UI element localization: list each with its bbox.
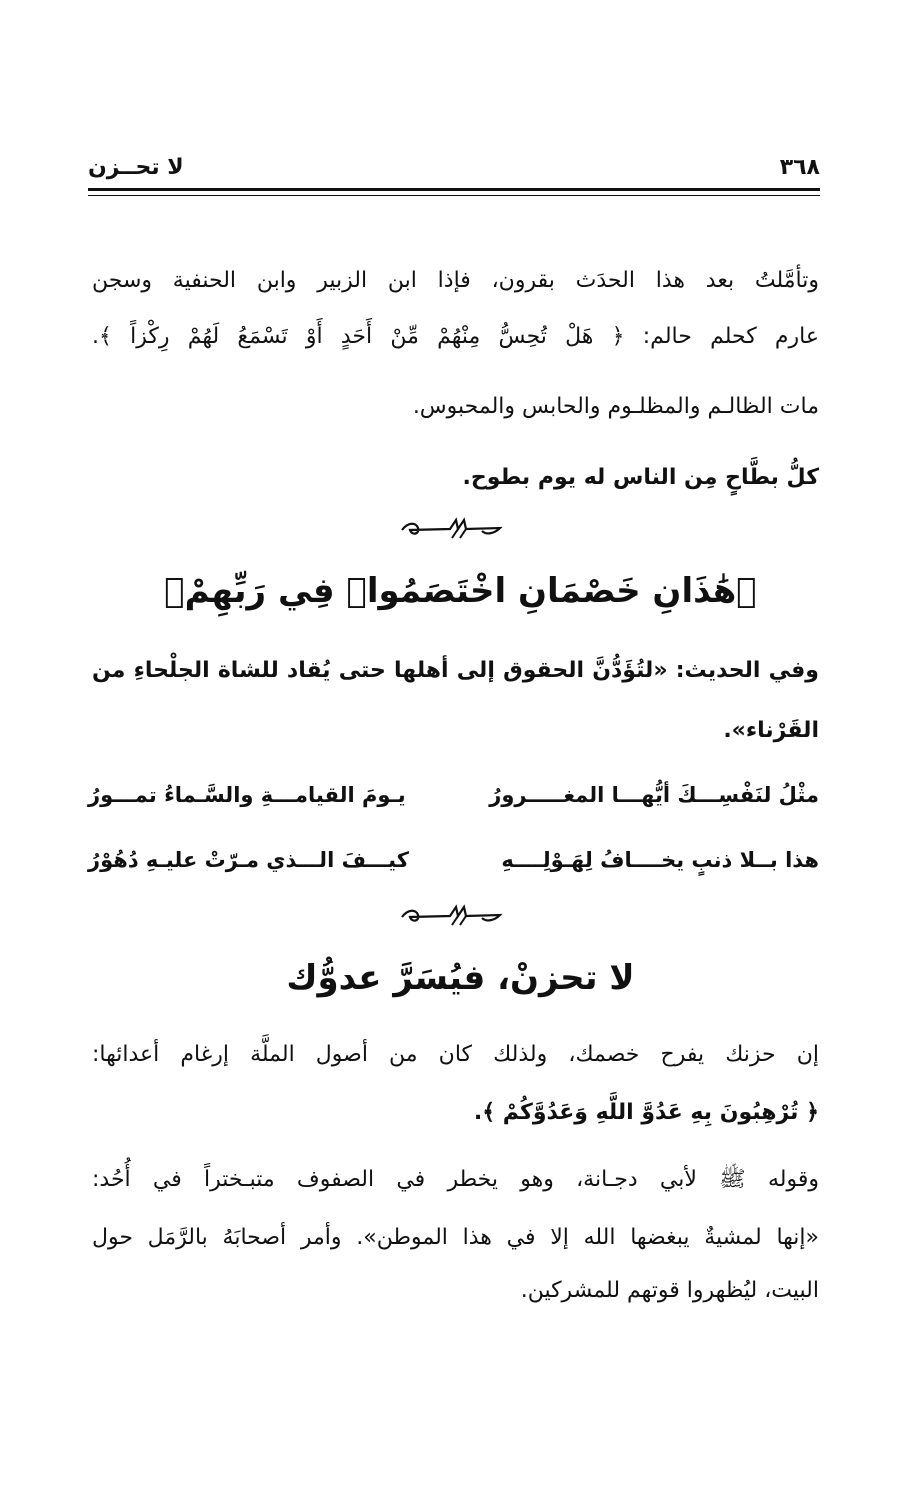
- poem-verse-first-half: مثْلُ لنَفْسِـــكَ أيُّهـــا المغـــــرورُ: [489, 783, 819, 807]
- paragraph-line-bold: كلُّ بطَّاحٍ مِن الناس له يوم بطوح.: [462, 465, 819, 490]
- poem-verse-first-half: هذا بــلا ذنبٍ يخــــافُ لِهَـوْلِــــهِ: [501, 848, 819, 872]
- page-number: ٣٦٨: [779, 155, 820, 180]
- poem-verse-second-half: يـومَ القيامـــةِ والسَّـماءُ تمـــورُ: [88, 783, 406, 807]
- page-header: [88, 155, 820, 185]
- paragraph-line: مات الظالـم والمظلـوم والحابس والمحبوس.: [412, 394, 819, 419]
- header-rule-thick: [88, 188, 820, 191]
- ornament-divider-1: [398, 516, 503, 540]
- poem-verse-second-half: كيـــفَ الـــذي مـرّتْ عليـهِ دُهُوْرُ: [88, 848, 409, 872]
- ornament-divider-2: [398, 903, 503, 927]
- paragraph-line: «إنها لمشيةٌ يبغضها الله إلا في هذا الموطن». وأمر أصحابَهُ بالرَّمَل حول: [92, 1225, 819, 1250]
- paragraph-line: وقوله ﷺ لأبي دجـانة، وهو يخطر في الصفوف متبـختراً في أُحُد:: [92, 1167, 819, 1192]
- hadith-line: وفي الحديث: «لتُؤَدُّنَّ الحقوق إلى أهلها حتى يُقاد للشاة الجلْحاءِ من: [92, 658, 819, 683]
- hadith-line: القَرْناء».: [723, 718, 819, 743]
- section-heading-verse: ﴿هَٰذَانِ خَصْمَانِ اخْتَصَمُوا۟ فِي رَبِّهِمْ﴾: [164, 571, 757, 611]
- paragraph-line: إن حزنك يفرح خصمك، ولذلك كان من أصول الملَّة إرغام أعدائها:: [92, 1042, 819, 1067]
- header-rule-thin: [88, 195, 820, 196]
- paragraph-line: وتأمَّلتُ بعد هذا الحدَث بقرون، فإذا ابن الزبير وابن الحنفية وسجن: [92, 268, 819, 293]
- section-heading: لا تحزنْ، فيُسَرَّ عدوُّك: [286, 958, 635, 998]
- quran-verse-line: ﴿ تُرْهِبُونَ بِهِ عَدُوَّ اللَّهِ وَعَدُوَّكُمْ ﴾.: [473, 1100, 819, 1125]
- running-title: لا تحــزن: [88, 155, 184, 180]
- paragraph-line: البيت، ليُظهروا قوتهم للمشركين.: [520, 1278, 819, 1303]
- paragraph-line: عارم كحلم حالم: ﴿ هَلْ تُحِسُّ مِنْهُمْ مِّنْ أَحَدٍ أَوْ تَسْمَعُ لَهُمْ رِكْزاً ﴾.: [92, 324, 819, 349]
